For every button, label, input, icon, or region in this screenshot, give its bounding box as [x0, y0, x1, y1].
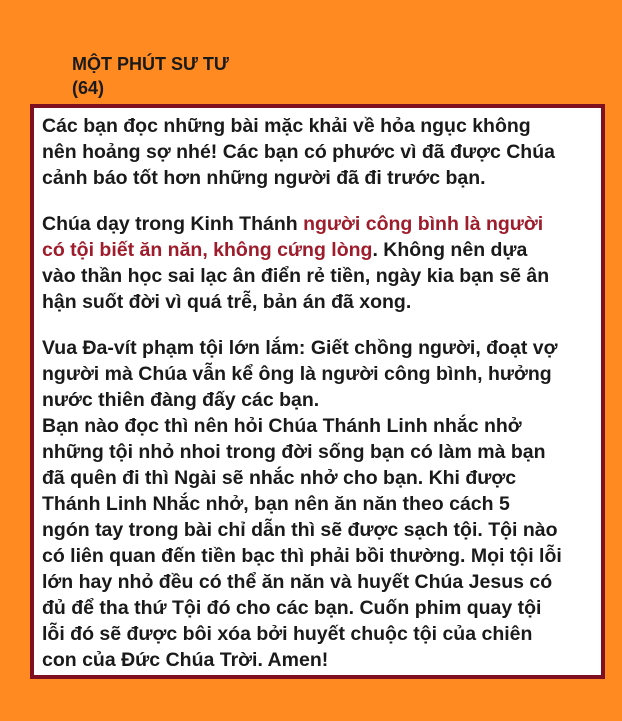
paragraph-3	[42, 335, 601, 673]
page-title	[72, 52, 229, 100]
paragraph-1	[42, 113, 601, 191]
text-line: cảnh báo tốt hơn những người đã đi trước bạn.	[42, 167, 486, 189]
paragraph-gap	[42, 191, 601, 211]
text-line: Thánh Linh Nhắc nhở, bạn nên ăn năn theo cách 5	[42, 493, 510, 515]
text-plain: . Không nên dựa	[372, 239, 528, 261]
text-line	[42, 237, 601, 263]
highlighted-text: người công bình là người	[303, 213, 544, 235]
content-box	[30, 104, 605, 679]
paragraph-gap	[42, 315, 601, 335]
text-line: hận suốt đời vì quá trễ, bản án đã xong.	[42, 291, 412, 313]
text-line: con của Đức Chúa Trời. Amen!	[42, 649, 329, 671]
text-line: Bạn nào đọc thì nên hỏi Chúa Thánh Linh nhắc nhở	[42, 415, 522, 437]
text-line: người mà Chúa vẫn kể ông là người công bình, hưởng	[42, 363, 552, 385]
paragraph-2	[42, 211, 601, 315]
text-line: ngón tay trong bài chỉ dẫn thì sẽ được sạch tội. Tội nào	[42, 519, 558, 541]
text-plain: Chúa dạy trong Kinh Thánh	[42, 213, 304, 235]
text-line: đủ để tha thứ Tội đó cho các bạn. Cuốn phim quay tội	[42, 597, 542, 619]
text-line: Vua Đa-vít phạm tội lớn lắm: Giết chồng người, đoạt vợ	[42, 337, 558, 359]
text-line: có liên quan đến tiền bạc thì phải bồi thường. Mọi tội lỗi	[42, 545, 562, 567]
text-line: lớn hay nhỏ đều có thể ăn năn và huyết Chúa Jesus có	[42, 571, 553, 593]
text-line: Các bạn đọc những bài mặc khải về hỏa ngục không	[42, 115, 531, 137]
text-line	[42, 211, 601, 237]
text-line: đã quên đi thì Ngài sẽ nhắc nhở cho bạn. Khi được	[42, 467, 517, 489]
title-number: (64)	[72, 78, 105, 98]
title-line: MỘT PHÚT SƯ TƯ	[72, 54, 229, 74]
text-line: những tội nhỏ nhoi trong đời sống bạn có làm mà bạn	[42, 441, 546, 463]
text-line: nước thiên đàng đấy các bạn.	[42, 389, 320, 411]
highlighted-text: có tội biết ăn năn, không cứng lòng	[42, 239, 373, 261]
text-line: lỗi đó sẽ được bôi xóa bởi huyết chuộc tội của chiên	[42, 623, 533, 645]
text-line: vào thần học sai lạc ân điển rẻ tiền, ngày kia bạn sẽ ân	[42, 265, 550, 287]
text-line: nên hoảng sợ nhé! Các bạn có phước vì đã được Chúa	[42, 141, 555, 163]
